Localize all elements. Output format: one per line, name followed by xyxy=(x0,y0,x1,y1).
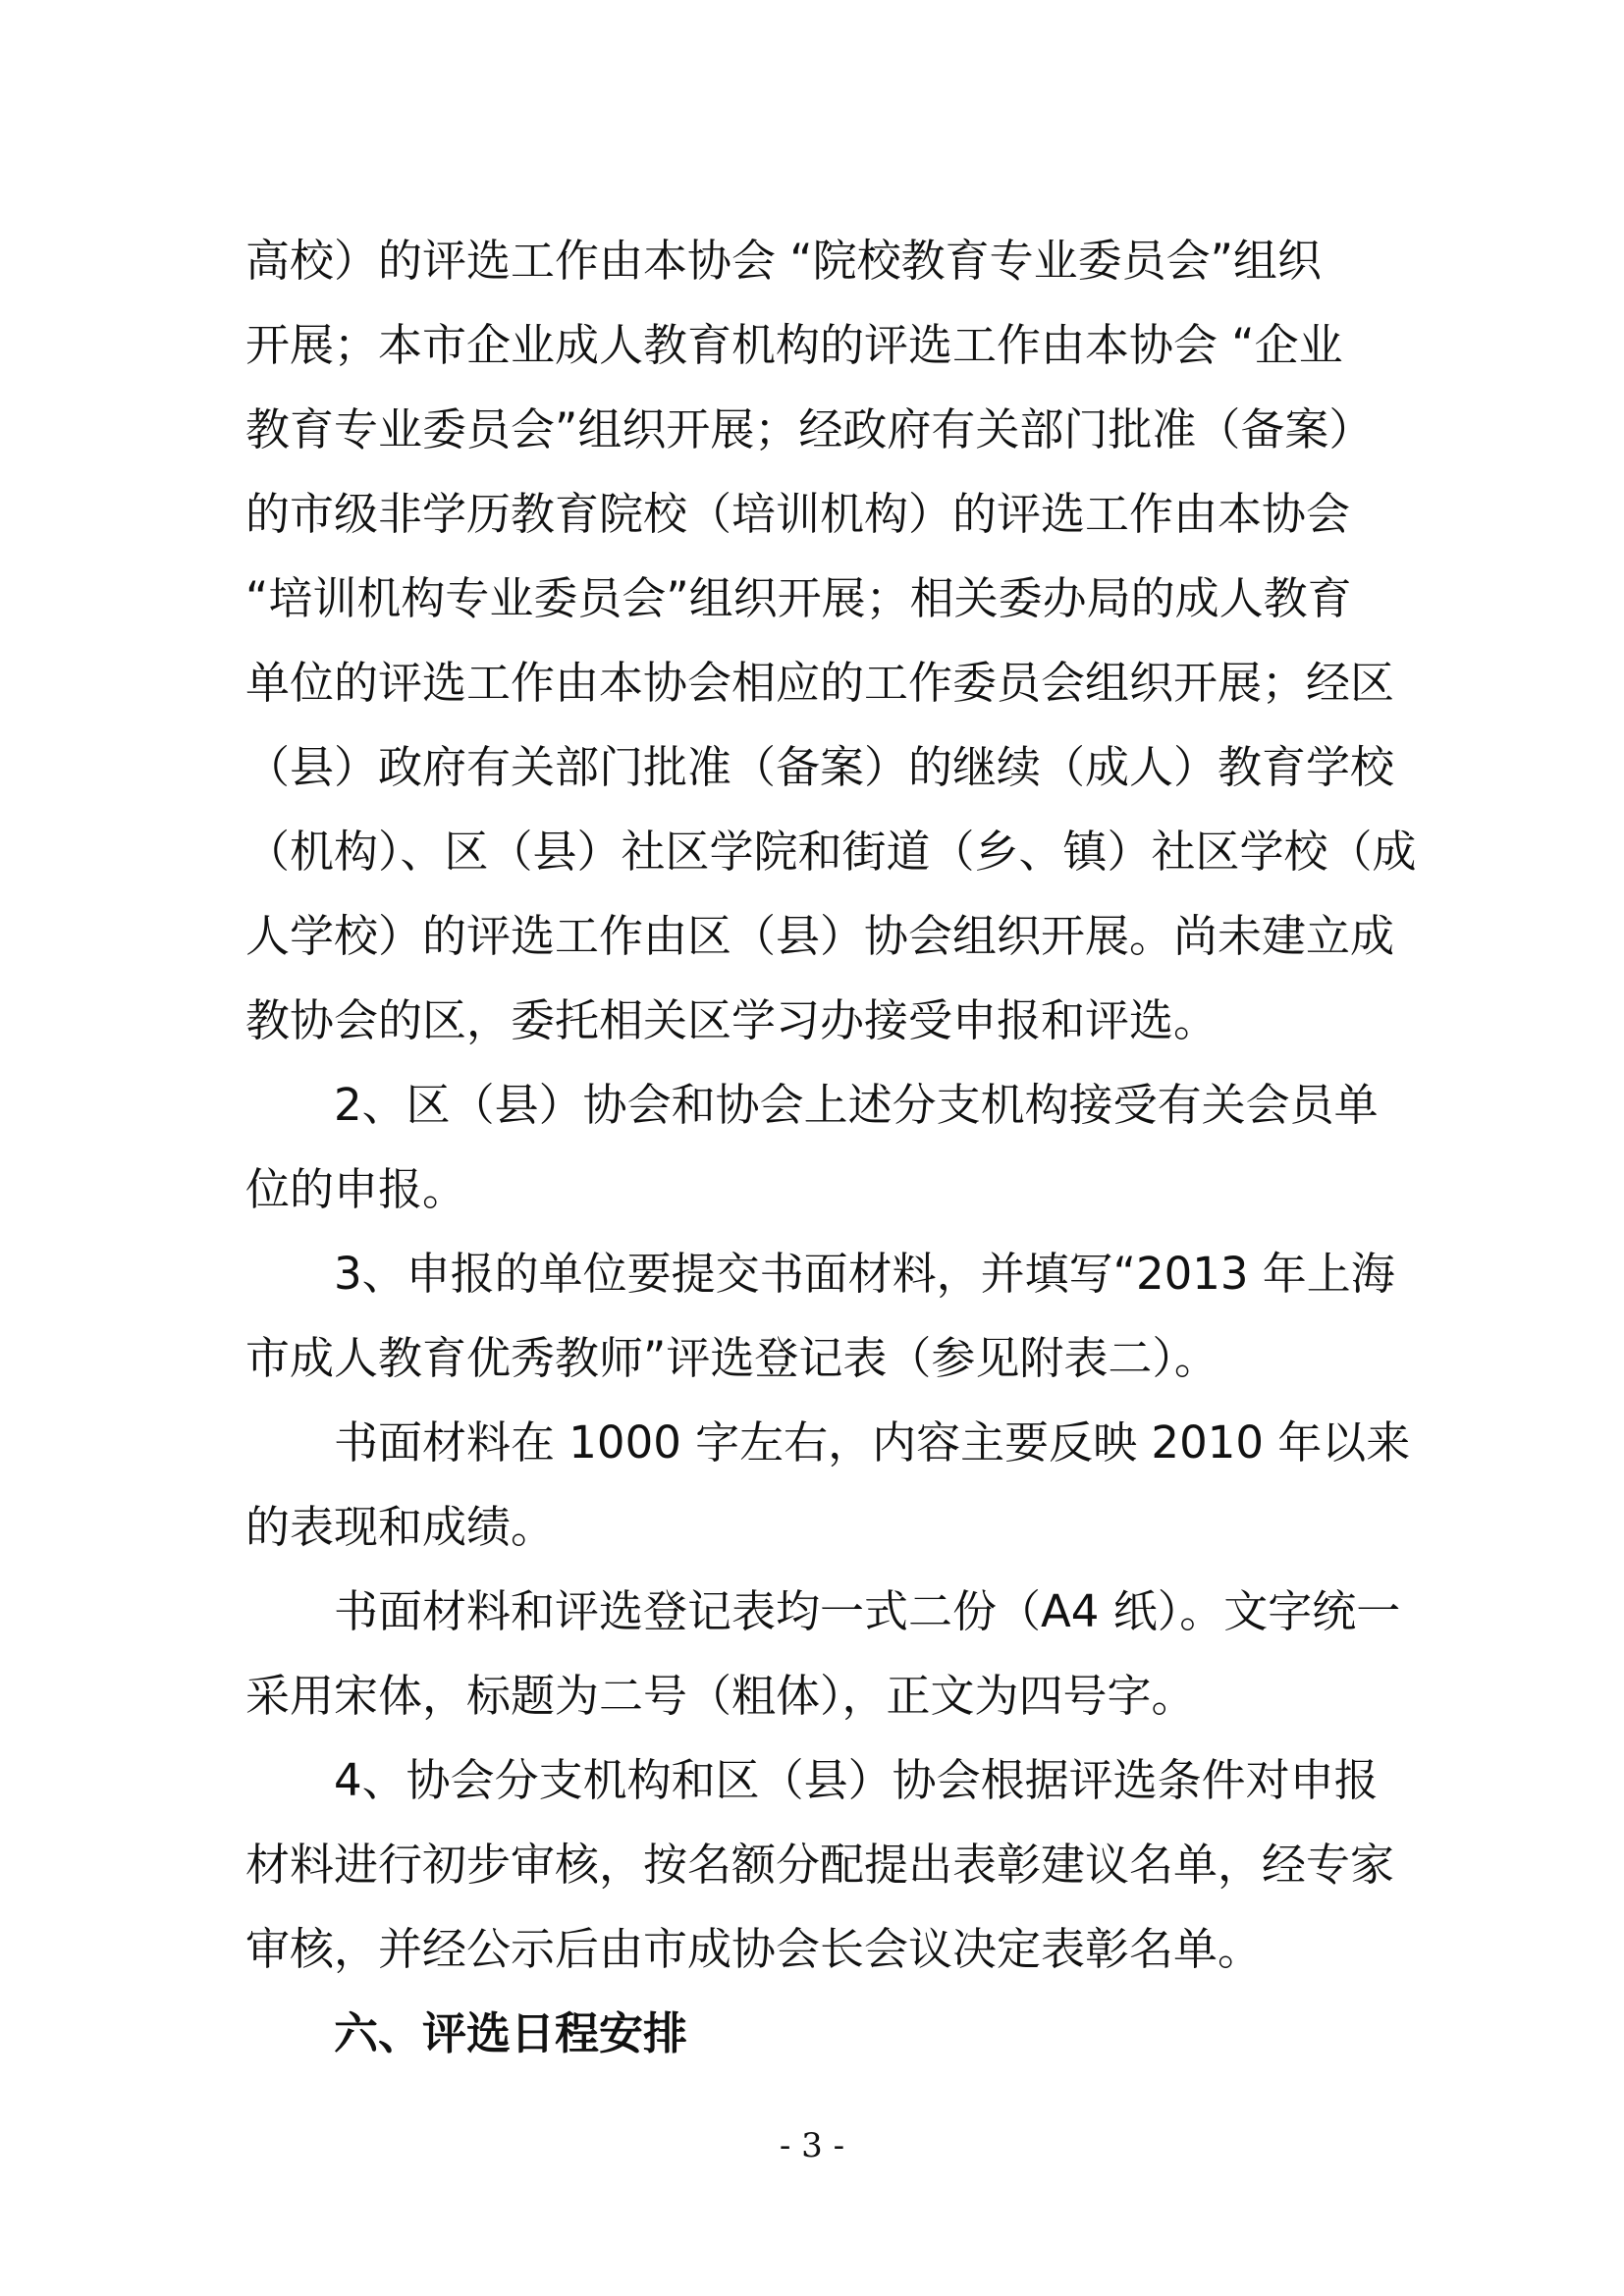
body-text-line: 单位的评选工作由本协会相应的工作委员会组织开展；经区 xyxy=(245,657,1395,709)
body-text-line: 书面材料和评选登记表均一式二份（A4 纸）。文字统一 xyxy=(334,1585,1401,1637)
body-text-line: （县）政府有关部门批准（备案）的继续（成人）教育学校 xyxy=(245,741,1395,793)
body-text-line: 位的申报。 xyxy=(245,1163,467,1215)
page-number: - 3 - xyxy=(779,2126,845,2165)
section-heading: 六、评选日程安排 xyxy=(334,2007,688,2059)
body-text-line: 的市级非学历教育院校（培训机构）的评选工作由本协会 xyxy=(245,488,1351,540)
body-text-line: 市成人教育优秀教师”评选登记表（参见附表二）。 xyxy=(245,1332,1218,1384)
body-text-line: 开展；本市企业成人教育机构的评选工作由本协会 “企业 xyxy=(245,319,1343,371)
body-text-line: （机构）、区（县）社区学院和街道（乡、镇）社区学校（成 xyxy=(245,826,1417,878)
body-text-line: 人学校）的评选工作由区（县）协会组织开展。尚未建立成 xyxy=(245,910,1395,962)
body-text-line: 高校）的评选工作由本协会 “院校教育专业委员会”组织 xyxy=(245,235,1322,287)
body-text-line: 教育专业委员会”组织开展；经政府有关部门批准（备案） xyxy=(245,403,1374,455)
body-text-line: 教协会的区，委托相关区学习办接受申报和评选。 xyxy=(245,994,1218,1046)
body-text-line: 4、协会分支机构和区（县）协会根据评选条件对申报 xyxy=(334,1754,1379,1806)
body-text-line: 的表现和成绩。 xyxy=(245,1501,556,1553)
body-text-line: 审核，并经公示后由市成协会长会议决定表彰名单。 xyxy=(245,1923,1263,1975)
body-text-line: 书面材料在 1000 字左右，内容主要反映 2010 年以来 xyxy=(334,1416,1411,1468)
body-text-line: 材料进行初步审核，按名额分配提出表彰建议名单，经专家 xyxy=(245,1839,1395,1891)
body-text-line: 采用宋体，标题为二号（粗体），正文为四号字。 xyxy=(245,1670,1196,1722)
body-text-line: 3、申报的单位要提交书面材料，并填写“2013 年上海 xyxy=(334,1248,1395,1300)
body-text-line: 2、区（县）协会和协会上述分支机构接受有关会员单 xyxy=(334,1079,1379,1131)
body-text-line: “培训机构专业委员会”组织开展；相关委办局的成人教育 xyxy=(245,572,1352,624)
